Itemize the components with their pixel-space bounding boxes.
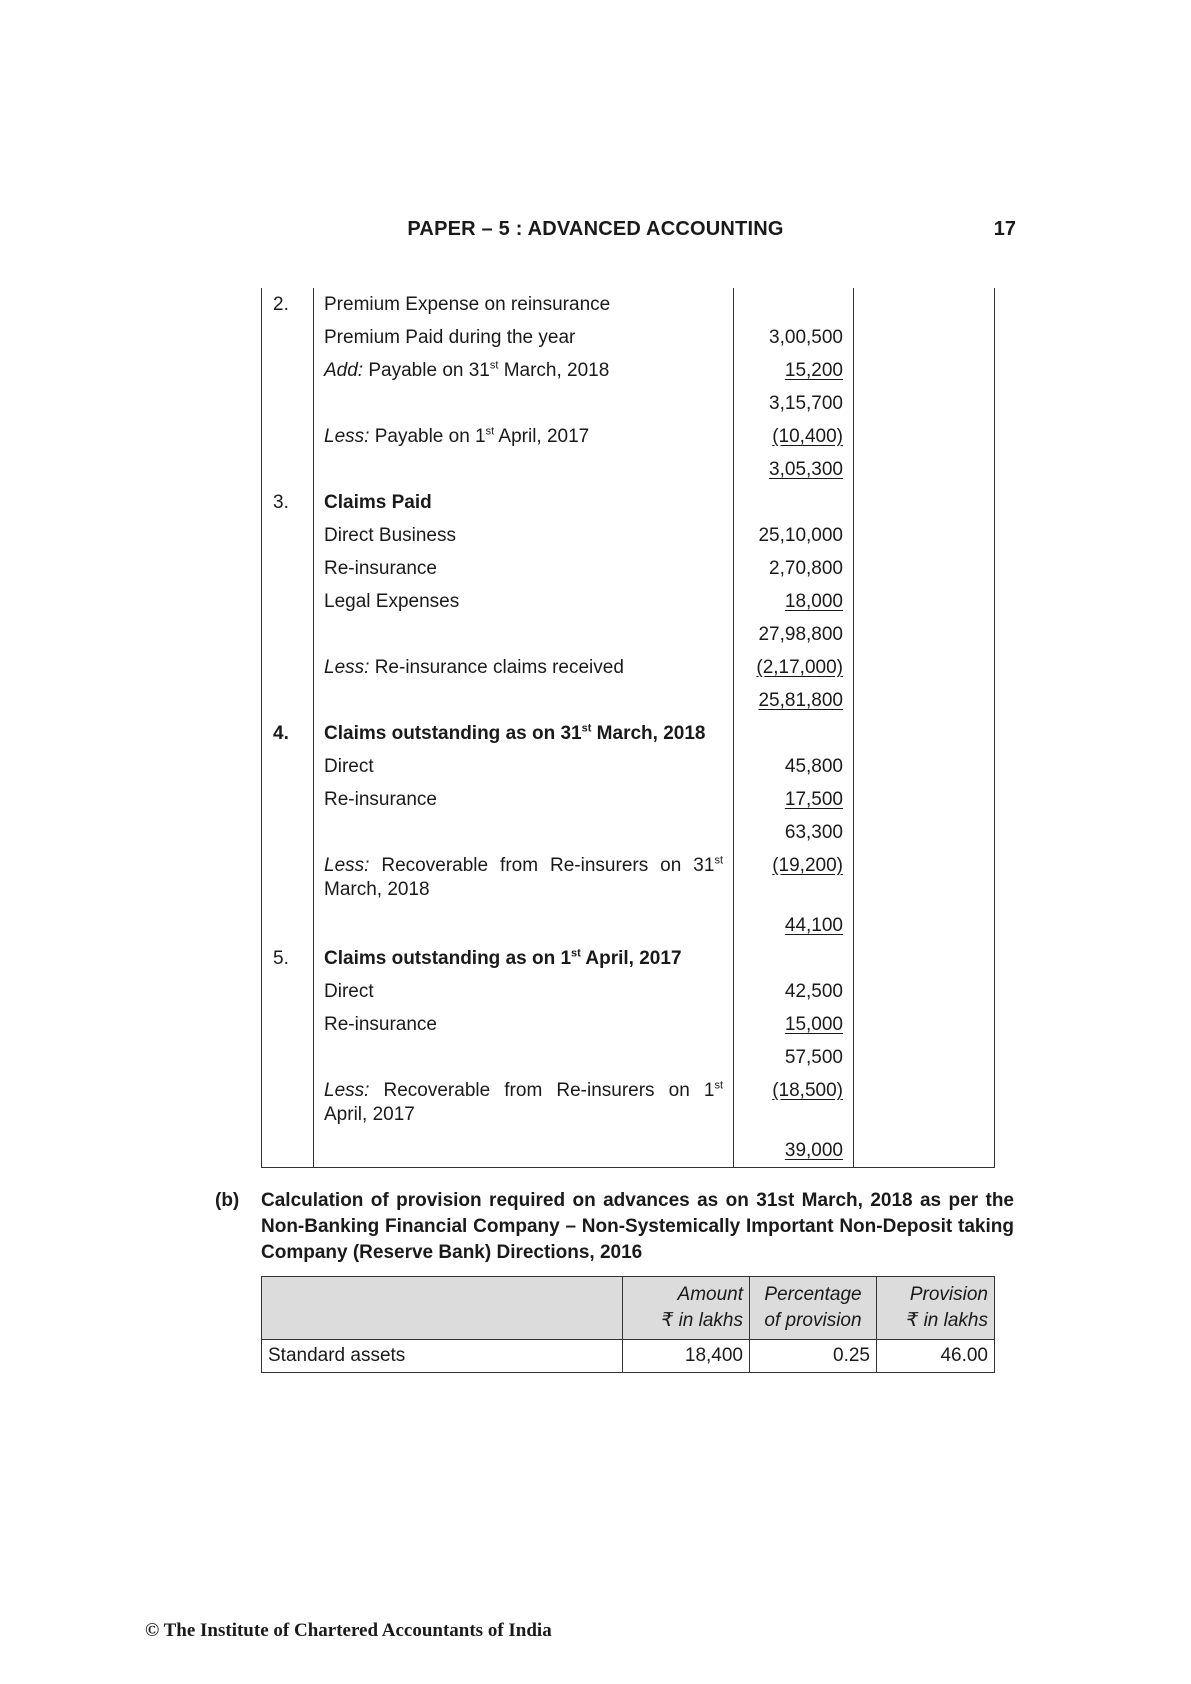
row-label: Premium Paid during the year [314, 321, 734, 354]
item-number: 3. [262, 486, 314, 519]
table-row [262, 585, 995, 618]
item-number: 2. [262, 288, 314, 321]
row-label: Legal Expenses [314, 585, 734, 618]
row-amount: 2,70,800 [734, 552, 854, 585]
row-label: Re-insurance [314, 783, 734, 816]
column-header-provision: Provision ₹ in lakhs [877, 1277, 995, 1340]
total-amount: 3,05,300 [769, 459, 843, 480]
row-label: Direct [314, 750, 734, 783]
page-number: 17 [993, 218, 1016, 240]
row-amount: 25,10,000 [734, 519, 854, 552]
row-label: Re-insurance [314, 1008, 734, 1041]
table-row [262, 519, 995, 552]
table-row [262, 684, 995, 717]
row-label: Add: Payable on 31st March, 2018 [314, 354, 734, 387]
table-row [262, 975, 995, 1008]
table-row [262, 1074, 995, 1134]
row-amount: 15,200 [784, 360, 843, 381]
table-row [262, 1041, 995, 1074]
row-amount: 15,000 [784, 1014, 843, 1035]
total-amount: 39,000 [784, 1140, 843, 1161]
subtotal-amount: 3,15,700 [734, 387, 854, 420]
table-row [262, 420, 995, 453]
table-row [262, 942, 995, 975]
row-amount: 18,400 [623, 1340, 750, 1373]
section-b-heading: Calculation of provision required on advances as on 31st March, 2018 as per the Non-Banking Financial Company – Non-Systemically Important Non-Deposit taking Company (Reserve Bank) Directions, 2016 [261, 1190, 1014, 1263]
row-label: Direct [314, 975, 734, 1008]
row-label: Less: Re-insurance claims received [314, 651, 734, 684]
section-b-label: (b) [215, 1190, 240, 1211]
total-amount: 44,100 [784, 915, 843, 936]
row-amount: 45,800 [734, 750, 854, 783]
table-row [262, 717, 995, 750]
table-row [262, 1340, 995, 1373]
row-amount: (18,500) [772, 1080, 843, 1101]
item-heading: Premium Expense on reinsurance [314, 288, 734, 321]
item-number: 4. [262, 717, 314, 750]
column-header-amount: Amount ₹ in lakhs [623, 1277, 750, 1340]
page-header-title: PAPER – 5 : ADVANCED ACCOUNTING [407, 218, 784, 240]
working-notes-table [261, 288, 995, 1168]
table-row [262, 849, 995, 909]
table-row [262, 321, 995, 354]
table-row [262, 552, 995, 585]
subtotal-amount: 57,500 [734, 1041, 854, 1074]
row-label: Less: Recoverable from Re-insurers on 1st April, 2017 [314, 1074, 734, 1134]
table-row [262, 783, 995, 816]
table-row [262, 909, 995, 942]
item-heading: Claims outstanding as on 31st March, 2018 [314, 717, 734, 750]
table-row [262, 618, 995, 651]
subtotal-amount: 63,300 [734, 816, 854, 849]
table-row [262, 1008, 995, 1041]
item-number: 5. [262, 942, 314, 975]
total-amount: 25,81,800 [758, 690, 843, 711]
table-row [262, 1134, 995, 1168]
row-amount: 3,00,500 [734, 321, 854, 354]
table-row [262, 651, 995, 684]
table-row [262, 288, 995, 321]
row-label: Standard assets [262, 1340, 623, 1373]
row-label: Less: Recoverable from Re-insurers on 31st March, 2018 [314, 849, 734, 909]
row-amount: 18,000 [784, 591, 843, 612]
column-header-percentage: Percentage of provision [750, 1277, 877, 1340]
row-percentage: 0.25 [750, 1340, 877, 1373]
row-provision: 46.00 [877, 1340, 995, 1373]
table-row [262, 453, 995, 486]
provision-table [261, 1276, 995, 1373]
table-row [262, 354, 995, 387]
table-row [262, 750, 995, 783]
row-label: Re-insurance [314, 552, 734, 585]
table-row [262, 387, 995, 420]
item-heading: Claims Paid [314, 486, 734, 519]
row-label: Less: Payable on 1st April, 2017 [314, 420, 734, 453]
row-label: Direct Business [314, 519, 734, 552]
row-amount: 17,500 [784, 789, 843, 810]
row-amount: 42,500 [734, 975, 854, 1008]
table-header-row [262, 1277, 995, 1340]
row-amount: (2,17,000) [756, 657, 843, 678]
row-amount: (19,200) [772, 855, 843, 876]
table-row [262, 816, 995, 849]
item-heading: Claims outstanding as on 1st April, 2017 [314, 942, 734, 975]
footer-copyright: © The Institute of Chartered Accountants of India [145, 1620, 552, 1641]
row-amount: (10,400) [772, 426, 843, 447]
subtotal-amount: 27,98,800 [734, 618, 854, 651]
table-row [262, 486, 995, 519]
